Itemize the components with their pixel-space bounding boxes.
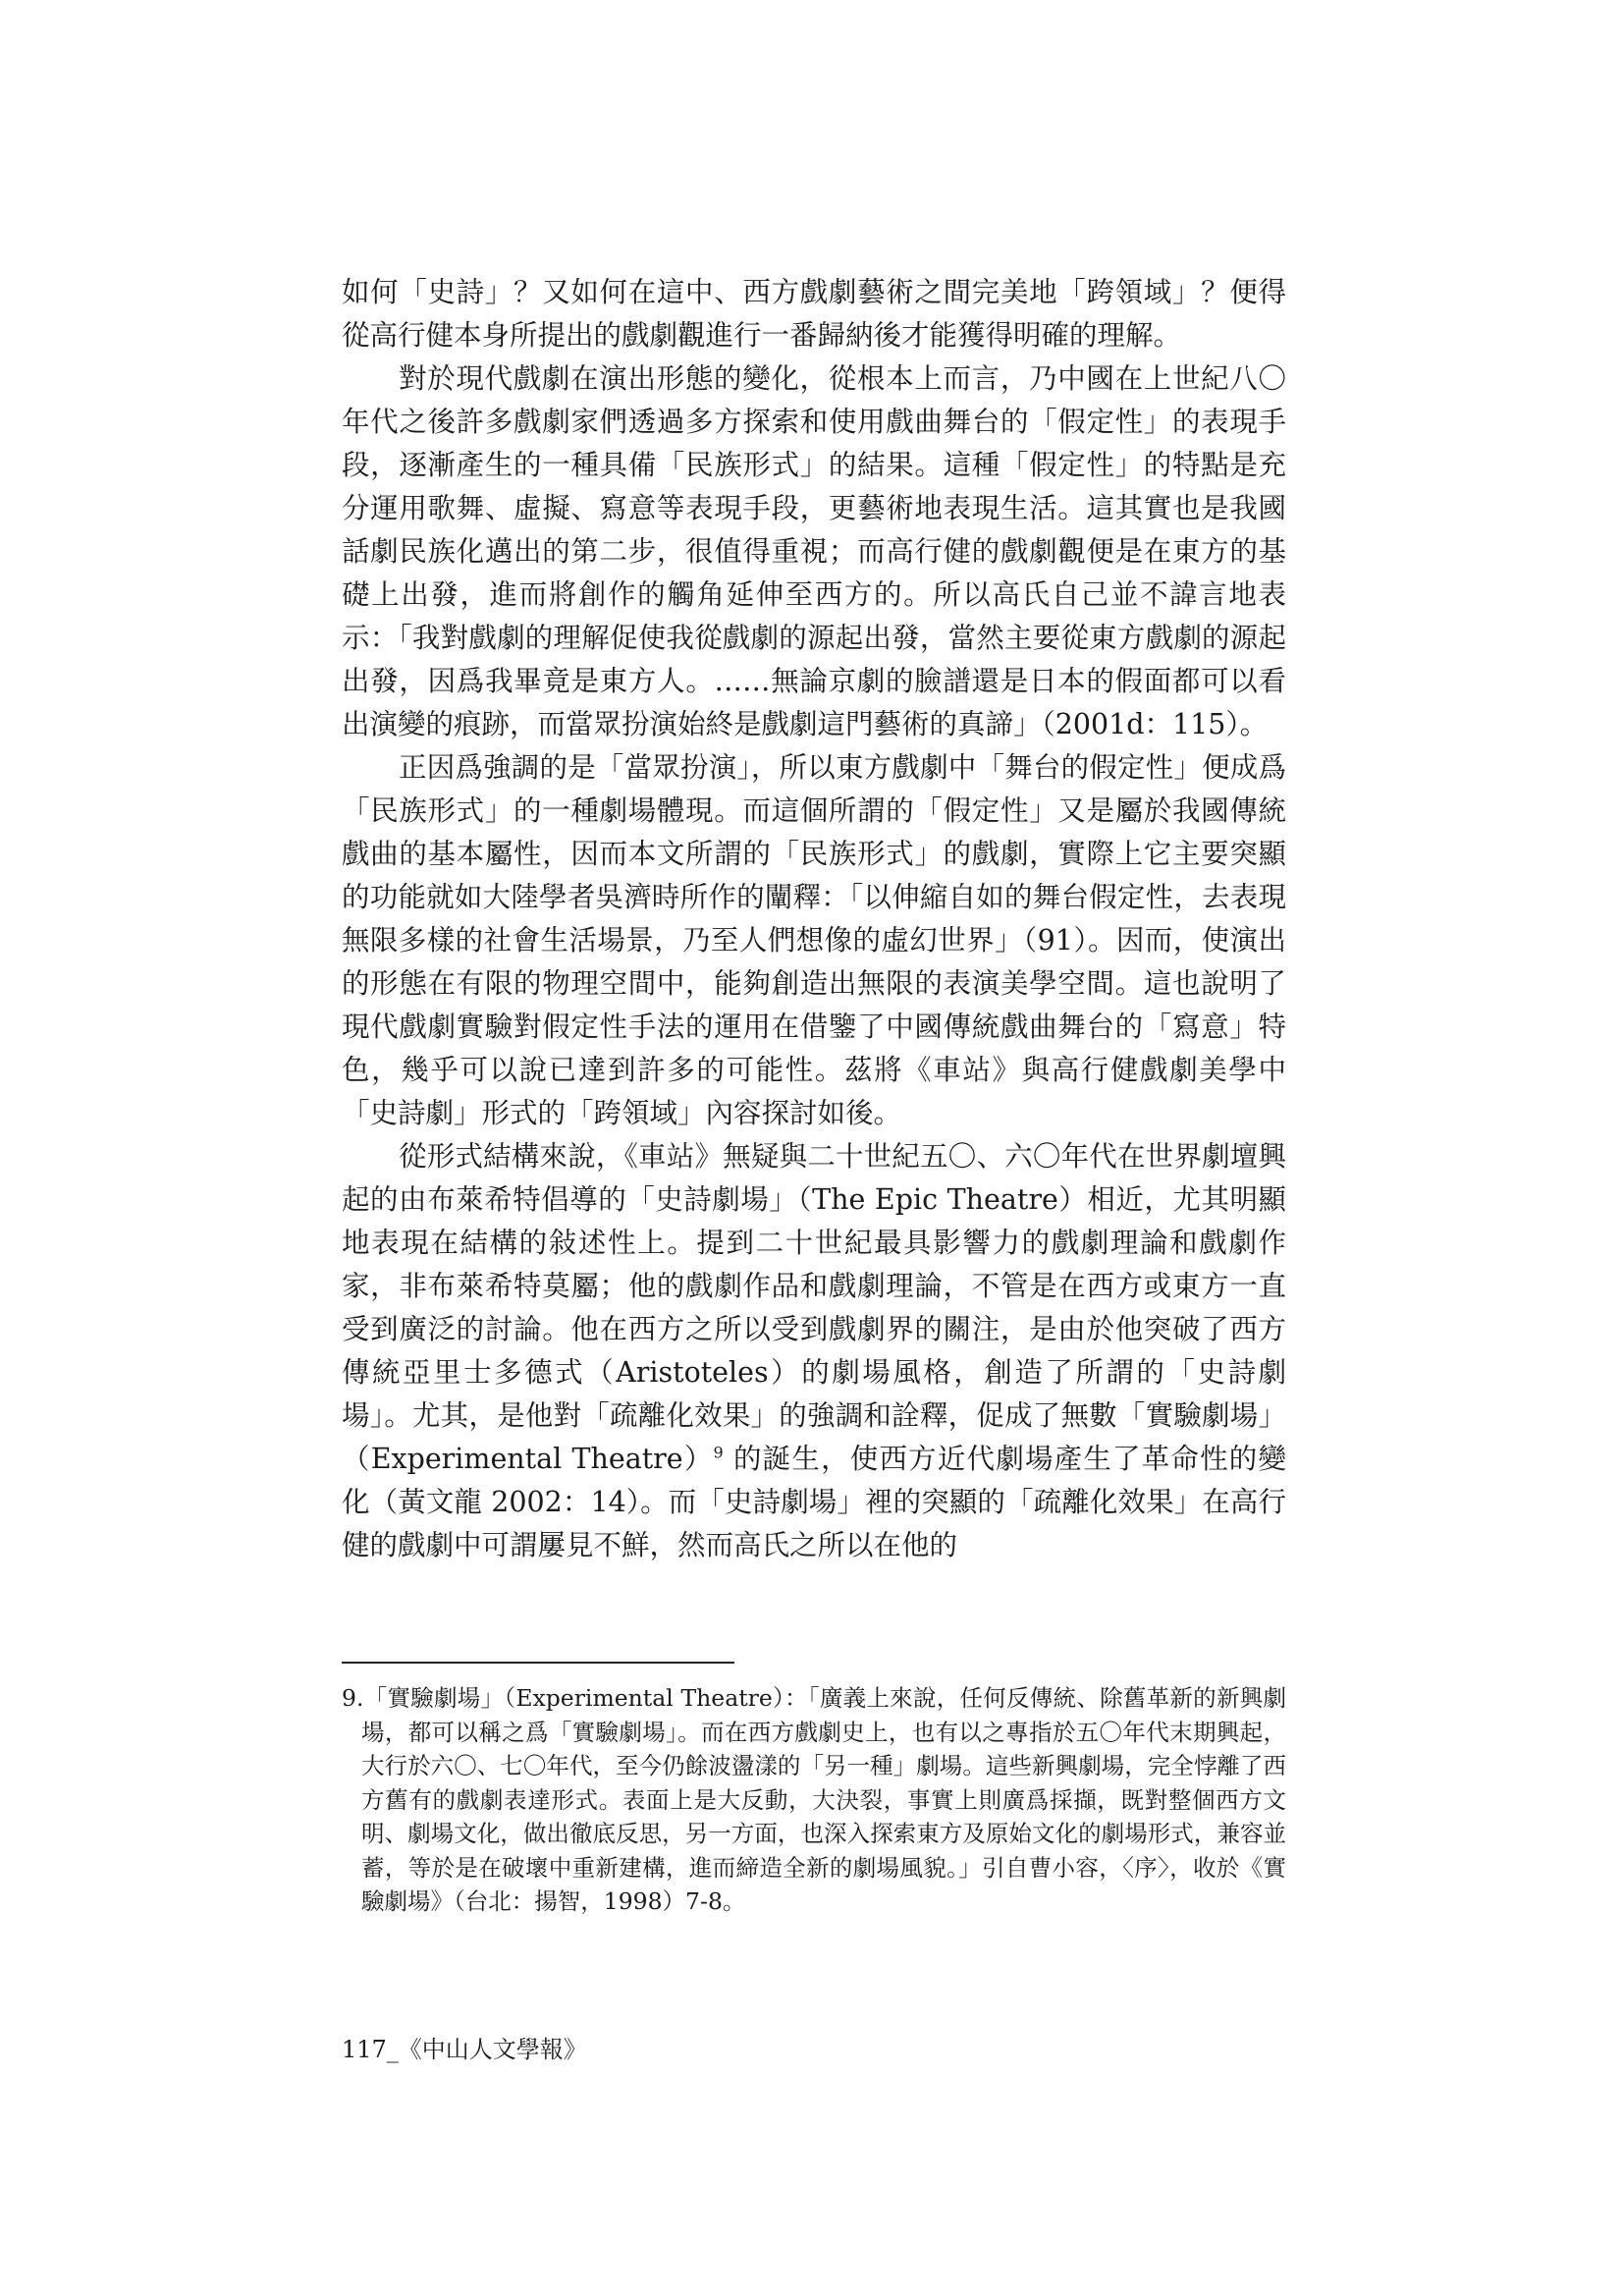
page-number-journal-title: 117_《中山人文學報》	[342, 2036, 587, 2063]
main-text	[342, 271, 1286, 1567]
paragraph-epic-theatre	[342, 1135, 1286, 1567]
paragraph: 對於現代戲劇在演出形態的變化，從根本上而言，乃中國在上世紀八〇年代之後許多戲劇家們透過多方探索和使用戲曲舞台的「假定性」的表現手段，逐漸產生的一種具備「民族形式」的結果。這種「假定性」的特點是充分運用歌舞、虛擬、寫意等表現手段，更藝術地表現生活。這其實也是我國話劇民族化邁出的第二步，很值得重視；而高行健的戲劇觀便是在東方的基礎上出發，進而將創作的觸角延伸至西方的。所以高氏自己並不諱言地表示：「我對戲劇的理解促使我從戲劇的源起出發，當然主要從東方戲劇的源起出發，因爲我畢竟是東方人。……無論京劇的臉譜還是日本的假面都可以看出演變的痕跡，而當眾扮演始終是戲劇這門藝術的真諦」（2001d：115）。	[342, 362, 1286, 740]
footnote-9: 9.「實驗劇場」（Experimental Theatre）：「廣義上來說，任何反傳統、除舊革新的新興劇場，都可以稱之爲「實驗劇場」。而在西方戲劇史上，也有以之專指於五〇年代末期興起，大行於六〇、七〇年代，至今仍餘波盪漾的「另一種」劇場。這些新興劇場，完全悖離了西方舊有的戲劇表達形式。表面上是大反動，大決裂，事實上則廣爲採擷，既對整個西方文明、劇場文化，做出徹底反思，另一方面，也深入探索東方及原始文化的劇場形式，兼容並蓄，等於是在破壞中重新建構，進而締造全新的劇場風貌。」引自曹小容，〈序〉，收於《實驗劇場》（台北：揚智，1998）7-8。	[342, 1684, 1286, 1915]
paragraph-text: 從形式結構來說，《車站》無疑與二十世紀五〇、六〇年代在世界劇壇興起的由布萊希特倡導的「史詩劇場」（The Epic Theatre）相近，尤其明顯地表現在結構的敍述性上。提到二十世紀最具影響力的戲劇理論和戲劇作家，非布萊希特莫屬；他的戲劇作品和戲劇理論，不管是在西方或東方一直受到廣泛的討論。他在西方之所以受到戲劇界的關注，是由於他突破了西方傳統亞里士多德式（Aristoteles）的劇場風格，創造了所謂的「史詩劇場」。尤其，是他對「疏離化效果」的強調和詮釋，促成了無數「實驗劇場」（Experimental Theatre）	[342, 1140, 1286, 1475]
footnote-reference[interactable]: 9	[713, 1443, 724, 1462]
paragraph-text: 的誕生，使西方近代劇場產生了革命性的變化（黃文龍 2002：14）。而「史詩劇場」裡的突顯的「疏離化效果」在高行健的戲劇中可謂屢見不鮮，然而高氏之所以在他的	[342, 1443, 1286, 1561]
paragraph: 正因爲強調的是「當眾扮演」，所以東方戲劇中「舞台的假定性」便成爲「民族形式」的一種劇場體現。而這個所謂的「假定性」又是屬於我國傳統戲曲的基本屬性，因而本文所謂的「民族形式」的戲劇，實際上它主要突顯的功能就如大陸學者吳濟時所作的闡釋：「以伸縮自如的舞台假定性，去表現無限多樣的社會生活場景，乃至人們想像的虛幻世界」（91）。因而，使演出的形態在有限的物理空間中，能夠創造出無限的表演美學空間。這也說明了現代戲劇實驗對假定性手法的運用在借鑒了中國傳統戲曲舞台的「寫意」特色，幾乎可以說已達到許多的可能性。茲將《車站》與高行健戲劇美學中「史詩劇」形式的「跨領域」內容探討如後。	[342, 751, 1286, 1129]
footnote-divider	[342, 1662, 734, 1664]
paragraph-continued: 如何「史詩」？又如何在這中、西方戲劇藝術之間完美地「跨領域」？便得從高行健本身所提出的戲劇觀進行一番歸納後才能獲得明確的理解。	[342, 276, 1286, 352]
